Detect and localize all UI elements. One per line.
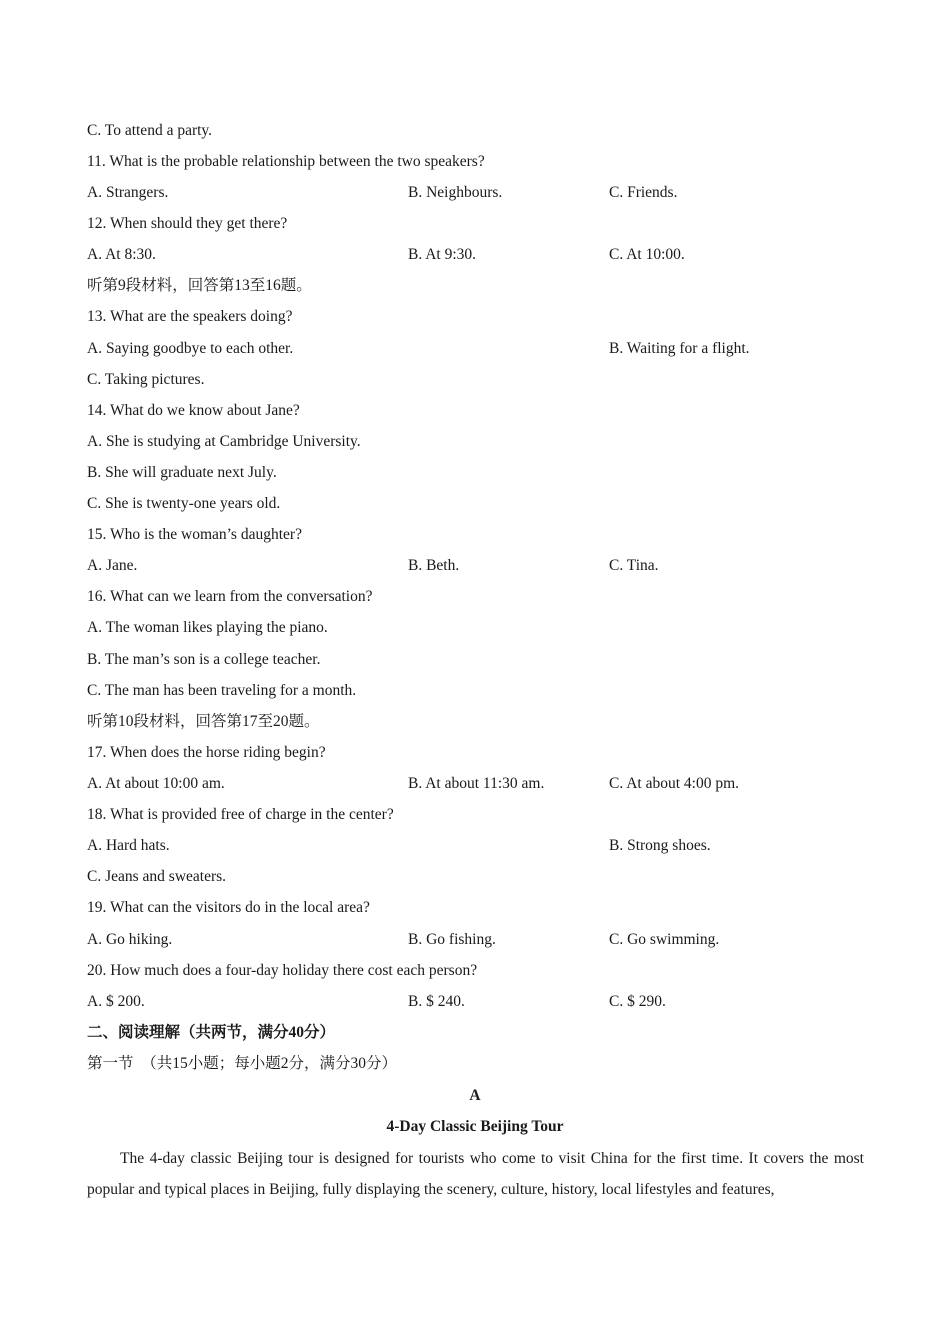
q17-option-c: C. At about 4:00 pm. bbox=[609, 775, 740, 792]
q16-option-a: A. The woman likes playing the piano. bbox=[87, 619, 328, 636]
q18-options bbox=[87, 836, 711, 856]
q12-stem: 12. When should they get there? bbox=[87, 215, 288, 232]
q14-option-b: B. She will graduate next July. bbox=[87, 464, 277, 481]
q20-option-b: B. $ 240. bbox=[408, 993, 465, 1010]
q16-stem: 16. What can we learn from the conversation? bbox=[87, 588, 373, 605]
q17-stem: 17. When does the horse riding begin? bbox=[87, 744, 326, 761]
q19-options bbox=[87, 930, 720, 950]
q13-option-b: B. Waiting for a flight. bbox=[609, 340, 750, 357]
q15-option-a: A. Jane. bbox=[87, 557, 138, 574]
q15-options bbox=[87, 556, 659, 576]
part-2-heading: 二、阅读理解（共两节，满分40分） bbox=[87, 1024, 336, 1041]
passage-letter: A bbox=[469, 1087, 481, 1104]
q13-option-a: A. Saying goodbye to each other. bbox=[87, 340, 294, 357]
q20-stem: 20. How much does a four-day holiday there cost each person? bbox=[87, 962, 478, 979]
q11-option-a: A. Strangers. bbox=[87, 184, 169, 201]
q11-option-c: C. Friends. bbox=[609, 184, 678, 201]
q17-options bbox=[87, 774, 740, 794]
q19-option-b: B. Go fishing. bbox=[408, 931, 496, 948]
passage-paragraph: The 4-day classic Beijing tour is designed for tourists who come to visit China for the first time. It covers the most popular and typical places in Beijing, fully displaying the scenery, culture, history, local lifestyles and features, bbox=[87, 1150, 864, 1198]
q18-option-b: B. Strong shoes. bbox=[609, 837, 711, 854]
q11-stem: 11. What is the probable relationship between the two speakers? bbox=[87, 153, 485, 170]
q14-option-c: C. She is twenty-one years old. bbox=[87, 495, 281, 512]
q20-option-a: A. $ 200. bbox=[87, 993, 145, 1010]
q13-option-c: C. Taking pictures. bbox=[87, 371, 205, 388]
section-1-heading: 第一节 （共15小题；每小题2分，满分30分） bbox=[87, 1055, 398, 1072]
q12-option-c: C. At 10:00. bbox=[609, 246, 685, 263]
q13-options bbox=[87, 339, 750, 359]
q12-option-b: B. At 9:30. bbox=[408, 246, 477, 263]
q19-stem: 19. What can the visitors do in the local area? bbox=[87, 899, 370, 916]
q16-option-c: C. The man has been traveling for a month. bbox=[87, 682, 357, 699]
q13-stem: 13. What are the speakers doing? bbox=[87, 308, 293, 325]
q12-option-a: A. At 8:30. bbox=[87, 246, 156, 263]
passage-title: 4-Day Classic Beijing Tour bbox=[386, 1118, 564, 1135]
q19-option-c: C. Go swimming. bbox=[609, 931, 720, 948]
q18-option-a: A. Hard hats. bbox=[87, 837, 170, 854]
q20-options bbox=[87, 992, 666, 1012]
q18-stem: 18. What is provided free of charge in the center? bbox=[87, 806, 394, 823]
q18-option-c: C. Jeans and sweaters. bbox=[87, 868, 227, 885]
q14-stem: 14. What do we know about Jane? bbox=[87, 402, 300, 419]
q10-option-c: C. To attend a party. bbox=[87, 122, 213, 139]
q16-option-b: B. The man’s son is a college teacher. bbox=[87, 651, 321, 668]
q15-stem: 15. Who is the woman’s daughter? bbox=[87, 526, 302, 543]
q17-option-b: B. At about 11:30 am. bbox=[408, 775, 545, 792]
q17-option-a: A. At about 10:00 am. bbox=[87, 775, 225, 792]
q14-option-a: A. She is studying at Cambridge University. bbox=[87, 433, 361, 450]
section-9-instruction: 听第9段材料，回答第13至16题。 bbox=[87, 277, 312, 294]
q11-option-b: B. Neighbours. bbox=[408, 184, 503, 201]
q12-options bbox=[87, 245, 685, 265]
q19-option-a: A. Go hiking. bbox=[87, 931, 173, 948]
section-10-instruction: 听第10段材料，回答第17至20题。 bbox=[87, 713, 320, 730]
q20-option-c: C. $ 290. bbox=[609, 993, 666, 1010]
q15-option-c: C. Tina. bbox=[609, 557, 659, 574]
q15-option-b: B. Beth. bbox=[408, 557, 460, 574]
q11-options bbox=[87, 183, 678, 203]
